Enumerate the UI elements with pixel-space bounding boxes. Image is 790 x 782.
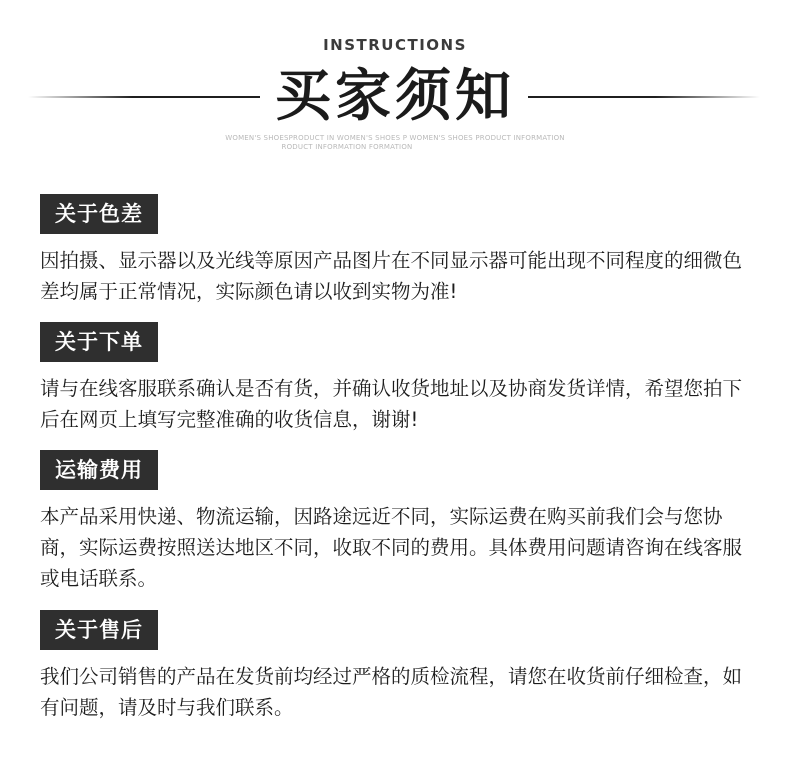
section-text: 因拍摄、显示器以及光线等原因产品图片在不同显示器可能出现不同程度的细微色差均属于正常情况，实际颜色请以收到实物为准! [40, 249, 743, 303]
page-header [0, 0, 790, 160]
title-divider-left [28, 96, 260, 98]
section-text: 请与在线客服联系确认是否有货，并确认收货地址以及协商发货详情，希望您拍下后在网页上填写完整准确的收货信息，谢谢! [40, 377, 743, 431]
title-divider-right [528, 96, 760, 98]
section-text: 本产品采用快递、物流运输，因路途远近不同，实际运费在购买前我们会与您协商，实际运费按照送达地区不同，收取不同的费用。具体费用问题请咨询在线客服或电话联系。 [40, 505, 743, 590]
section-tag: 关于色差 [40, 194, 158, 234]
section-tag: 运输费用 [40, 450, 158, 490]
title-row [0, 62, 790, 132]
section-tag: 关于售后 [40, 610, 158, 650]
page-title: 买家须知 [275, 64, 515, 129]
english-title: INSTRUCTIONS [323, 36, 467, 54]
section-text: 我们公司销售的产品在发货前均经过严格的质检流程，请您在收货前仔细检查，如有问题，请及时与我们联系。 [40, 665, 743, 719]
subtitle-line-1: WOMEN'S SHOESPRODUCT IN WOMEN'S SHOES P WOMEN'S SHOES PRODUCT INFORMATION [225, 134, 565, 142]
subtitle-line-2: RODUCT INFORMATION FORMATION [281, 143, 413, 151]
section-tag: 关于下单 [40, 322, 158, 362]
